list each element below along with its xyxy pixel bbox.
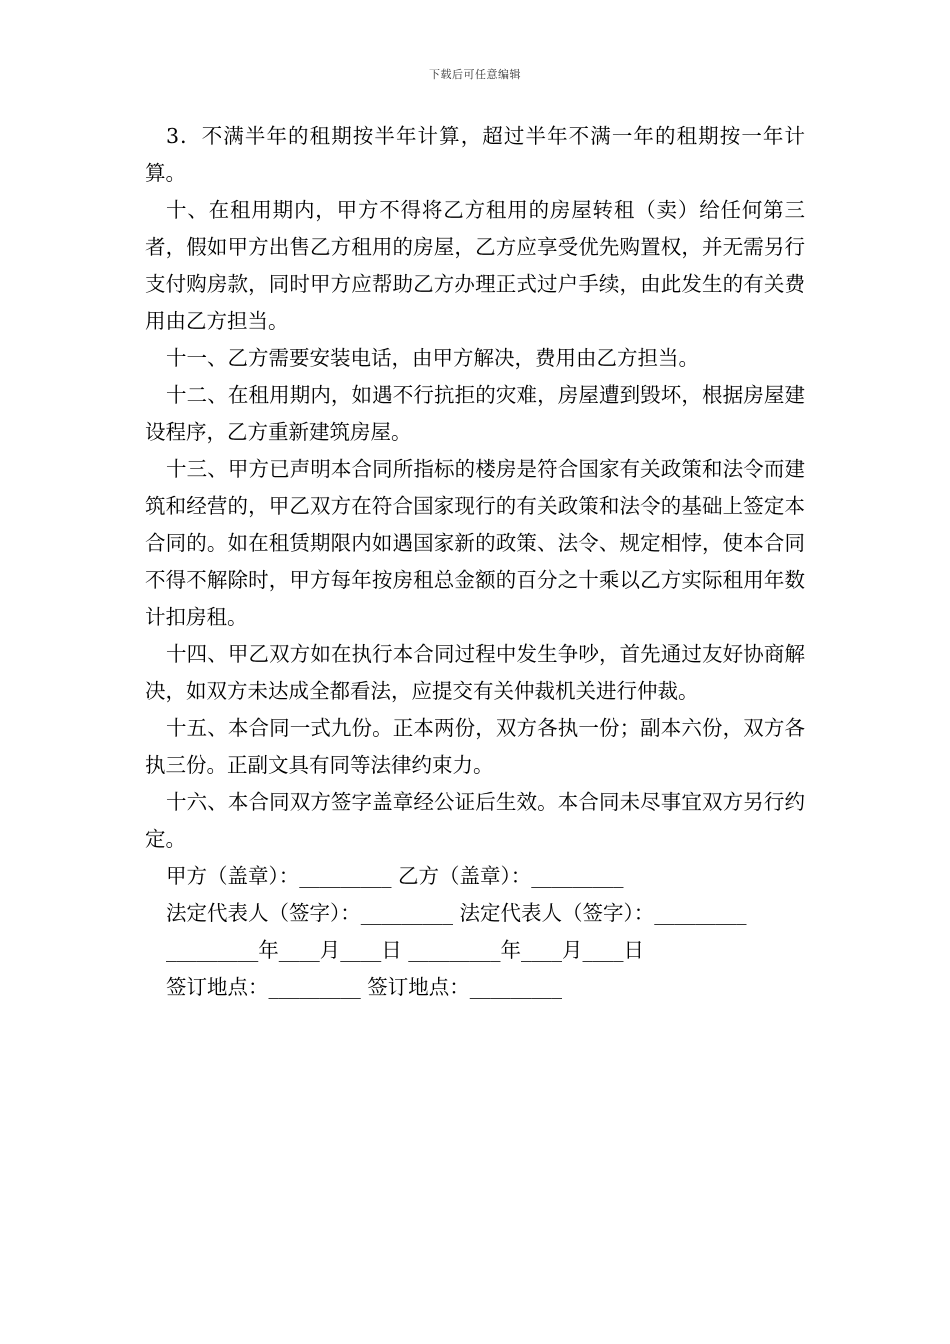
clause-13: 十三、甲方已声明本合同所指标的楼房是符合国家有关政策和法令而建筑和经营的，甲乙双方在符合国家现行的有关政策和法令的基础上签定本合同的。如在租赁期限内如遇国家新的政策、法令、规定相悖，使本合同不得不解除时，甲方每年按房租总金额的百分之十乘以乙方实际租用年数计扣房租。 [145,457,805,629]
contract-body [145,118,805,1006]
clause-16: 十六、本合同双方签字盖章经公证后生效。本合同未尽事宜双方另行约定。 [145,790,805,851]
clause-10: 十、在租用期内，甲方不得将乙方租用的房屋转租（卖）给任何第三者，假如甲方出售乙方租用的房屋，乙方应享受优先购置权，并无需另行支付购房款，同时甲方应帮助乙方办理正式过户手续，由此发生的有关费用由乙方担当。 [145,198,805,333]
legal-rep-line: 法定代表人（签字）：_________ 法定代表人（签字）：_________ [166,901,747,925]
seal-line: 甲方（盖章）：_________ 乙方（盖章）：_________ [166,864,624,888]
clause-11: 十一、乙方需要安装电话，由甲方解决，费用由乙方担当。 [166,346,699,370]
clause-15: 十五、本合同一式九份。正本两份，双方各执一份；副本六份，双方各执三份。正副文具有同等法律约束力。 [145,716,805,777]
signing-place-line: 签订地点：_________ 签订地点：_________ [166,975,563,999]
clause-9-item-3: 3．不满半年的租期按半年计算，超过半年不满一年的租期按一年计算。 [145,124,805,185]
page-header: 下载后可任意编辑 [429,68,521,81]
date-line: _________年____月____日 _________年____月____日 [166,938,645,962]
clause-12: 十二、在租用期内，如遇不行抗拒的灾难，房屋遭到毁坏，根据房屋建设程序，乙方重新建筑房屋。 [145,383,805,444]
clause-14: 十四、甲乙双方如在执行本合同过程中发生争吵，首先通过友好协商解决，如双方未达成全都看法，应提交有关仲裁机关进行仲裁。 [145,642,805,703]
